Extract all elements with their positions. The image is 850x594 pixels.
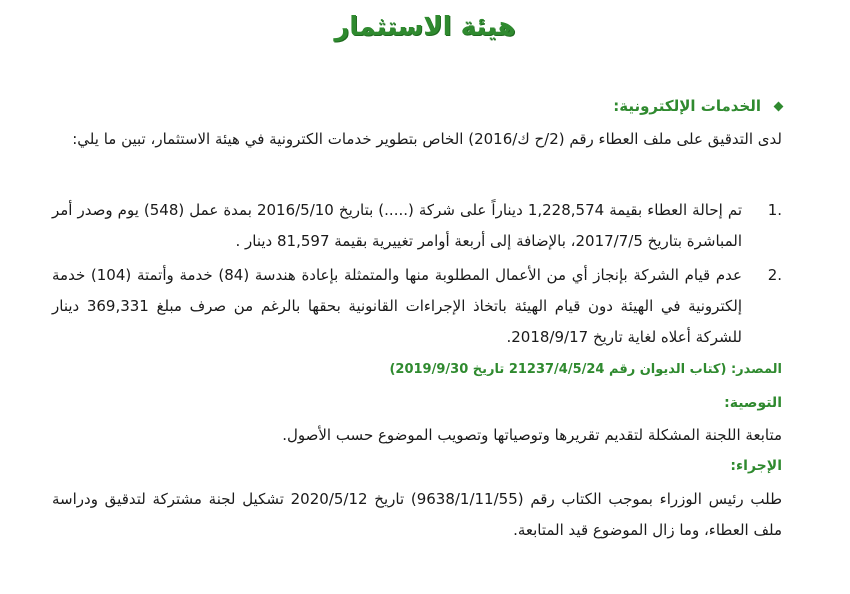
recommendation-label: التوصية: [724, 395, 782, 411]
list-item-number: 1. [767, 201, 782, 219]
list-item [52, 260, 782, 353]
section-heading-text: الخدمات الإلكترونية: [613, 97, 761, 115]
recommendation-text: متابعة اللجنة المشكلة لتقديم تقريرها وتوصياتها وتصويب الموضوع حسب الأصول. [282, 426, 782, 444]
page-title: هيئة الاستثمار [334, 12, 516, 42]
diamond-bullet-icon [774, 101, 784, 111]
intro-paragraph: لدى التدقيق على ملف العطاء رقم (2/ح ك/2016) الخاص بتطوير خدمات الكترونية في هيئة الاستثمار، تبين ما يلي: [72, 130, 782, 148]
procedure-label: الإجراء: [730, 458, 782, 474]
procedure-text: طلب رئيس الوزراء بموجب الكتاب رقم (9638/1/11/55) تاريخ 2020/5/12 تشكيل لجنة مشتركة لتدقيق ودراسة ملف العطاء، وما زال الموضوع قيد المتابعة. [52, 490, 783, 539]
section-heading [613, 97, 782, 115]
list-item-number: 2. [767, 266, 782, 284]
list-item-text: عدم قيام الشركة بإنجاز أي من الأعمال المطلوبة منها والمتمثلة بإعادة هندسة (84) خدمة وأتمتة (104) خدمة إلكترونية في الهيئة دون قيام الهيئة باتخاذ الإجراءات القانونية بحقها بالرغم من صرف مبلغ 369,331 دينار للشركة أعلاه لغاية تاريخ 2018/9/17. [52, 266, 742, 346]
list-item-text: تم إحالة العطاء بقيمة 1,228,574 ديناراً على شركة (.....) بتاريخ 2016/5/10 بمدة عمل (548) يوم وصدر أمر المباشرة بتاريخ 2017/7/5، بالإضافة إلى أربعة أوامر تغييرية بقيمة 81,597 دينار . [52, 201, 742, 250]
source-citation: المصدر: (كتاب الديوان رقم 21237/4/5/24 تاريخ 2019/9/30) [389, 362, 782, 377]
list-item [52, 195, 782, 257]
